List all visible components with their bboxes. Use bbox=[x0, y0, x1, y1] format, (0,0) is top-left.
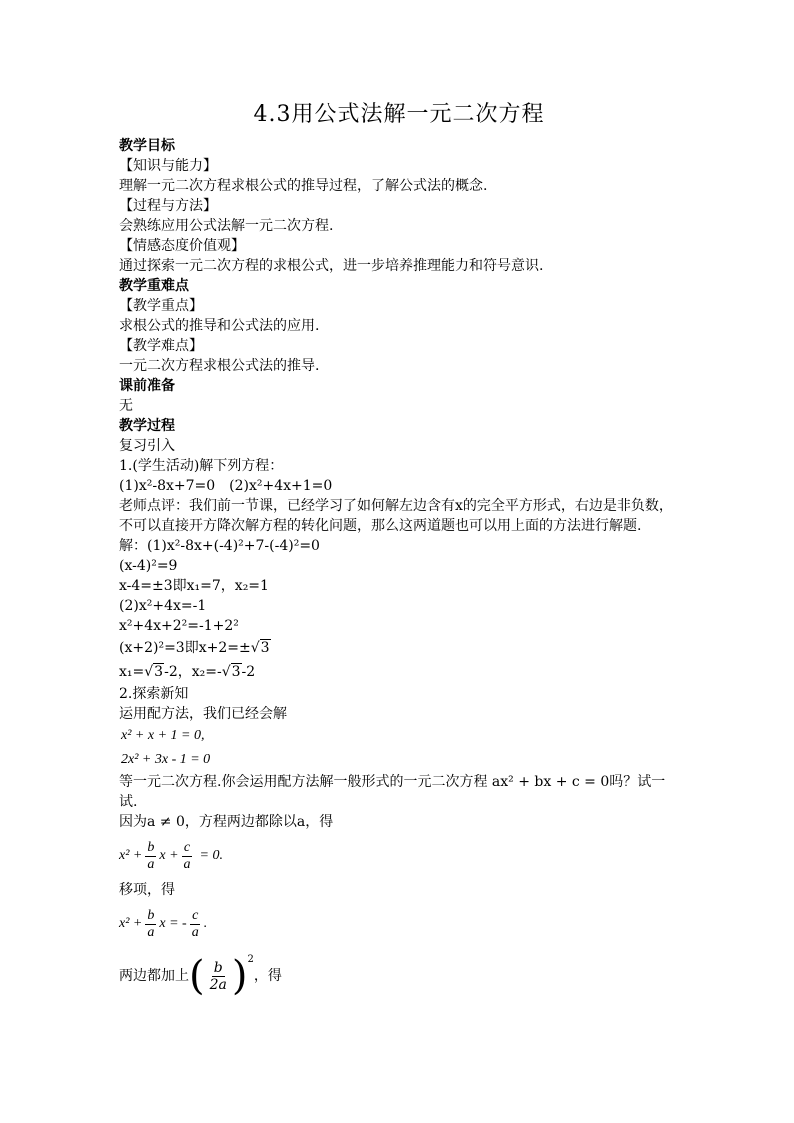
section-heading-process: 教学过程 bbox=[119, 418, 175, 434]
fraction: $\frac{c}{a}$ bbox=[183, 839, 191, 872]
section-heading-objectives: 教学目标 bbox=[119, 138, 175, 154]
equation-text: . bbox=[203, 916, 208, 931]
equation-text: x₁= bbox=[119, 664, 145, 680]
text-line: 一元二次方程求根公式法的推导. bbox=[119, 358, 320, 374]
equation-line: (1)x²-8x+7=0 (2)x²+4x+1=0 bbox=[119, 478, 333, 494]
section-heading-keypoints: 教学重难点 bbox=[119, 278, 189, 294]
equation-line bbox=[119, 636, 679, 660]
equation-text: (x+2)²=3即x+2=± bbox=[119, 640, 251, 656]
text-fragment: ，得 bbox=[253, 968, 282, 984]
subheading-knowledge: 【知识与能力】 bbox=[119, 158, 217, 174]
text-line: 会熟练应用公式法解一元二次方程. bbox=[119, 218, 334, 234]
text-line: 运用配方法，我们已经会解 bbox=[119, 706, 287, 722]
subheading-difficulty: 【教学难点】 bbox=[119, 338, 203, 354]
subheading-process: 【过程与方法】 bbox=[119, 198, 217, 214]
text-line: 移项，得 bbox=[119, 882, 175, 898]
equation-line: x-4=±3即x₁=7，x₂=1 bbox=[119, 578, 269, 594]
text-line: 无 bbox=[119, 398, 133, 414]
equation-line: 解：(1)x²-8x+(-4)²+7-(-4)²=0 bbox=[119, 538, 320, 554]
text-line: 1.(学生活动)解下列方程： bbox=[119, 458, 284, 474]
equation-text: x² + bbox=[119, 916, 143, 931]
exponent: 2 bbox=[247, 954, 254, 965]
equation-text: -2，x₂=- bbox=[164, 664, 222, 680]
fraction: $\frac{b}{2a}$ bbox=[209, 959, 227, 993]
text-line: 因为a ≠ 0，方程两边都除以a，得 bbox=[119, 814, 334, 830]
equation-line: 2x² + 3x - 1 = 0 bbox=[121, 752, 211, 767]
subheading-focus: 【教学重点】 bbox=[119, 298, 203, 314]
text-line: 2.探索新知 bbox=[119, 686, 189, 702]
sqrt-radical: √3 bbox=[144, 664, 164, 680]
text-fragment: 两边都加上 bbox=[119, 968, 189, 984]
equation-text: = 0. bbox=[199, 848, 223, 863]
text-paragraph: 等一元二次方程.你会运用配方法解一般形式的一元二次方程 ax² + bx + c = 0吗？试一试. bbox=[119, 774, 666, 810]
sqrt-radical: √3 bbox=[250, 640, 270, 656]
equation-text: x = - bbox=[159, 916, 187, 931]
fraction: $\frac{b}{a}$ bbox=[147, 907, 155, 940]
document-page bbox=[119, 100, 679, 1004]
text-line: 复习引入 bbox=[119, 438, 175, 454]
text-line: 理解一元二次方程求根公式的推导过程，了解公式法的概念. bbox=[119, 178, 488, 194]
right-paren: ) bbox=[231, 953, 248, 999]
equation-text: x² + bbox=[119, 848, 143, 863]
page-title: 4.3用公式法解一元二次方程 bbox=[253, 102, 545, 127]
equation-line: x² + x + 1 = 0, bbox=[121, 728, 205, 743]
text-line: 通过探索一元二次方程的求根公式，进一步培养推理能力和符号意识. bbox=[119, 258, 544, 274]
equation-line: (x-4)²=9 bbox=[119, 558, 178, 574]
equation-line: (2)x²+4x=-1 bbox=[119, 598, 207, 614]
equation-line bbox=[119, 660, 679, 684]
section-heading-preparation: 课前准备 bbox=[119, 378, 175, 394]
equation-text: x + bbox=[159, 848, 179, 863]
sqrt-radical: √3 bbox=[221, 664, 241, 680]
equation-text: -2 bbox=[241, 664, 256, 680]
equation-fraction-1 bbox=[119, 832, 679, 880]
equation-fraction-3 bbox=[119, 948, 679, 1004]
text-line: 求根公式的推导和公式法的应用. bbox=[119, 318, 320, 334]
equation-fraction-2 bbox=[119, 900, 679, 948]
fraction: $\frac{c}{a}$ bbox=[191, 907, 199, 940]
fraction: $\frac{b}{a}$ bbox=[147, 839, 155, 872]
equation-line: x²+4x+2²=-1+2² bbox=[119, 618, 239, 634]
subheading-attitude: 【情感态度价值观】 bbox=[119, 238, 245, 254]
teacher-comment: 老师点评：我们前一节课，已经学习了如何解左边含有x的完全平方形式，右边是非负数，不可以直接开方降次解方程的转化问题，那么这两道题也可以用上面的方法进行解题. bbox=[119, 498, 673, 534]
left-paren: ( bbox=[189, 953, 205, 999]
